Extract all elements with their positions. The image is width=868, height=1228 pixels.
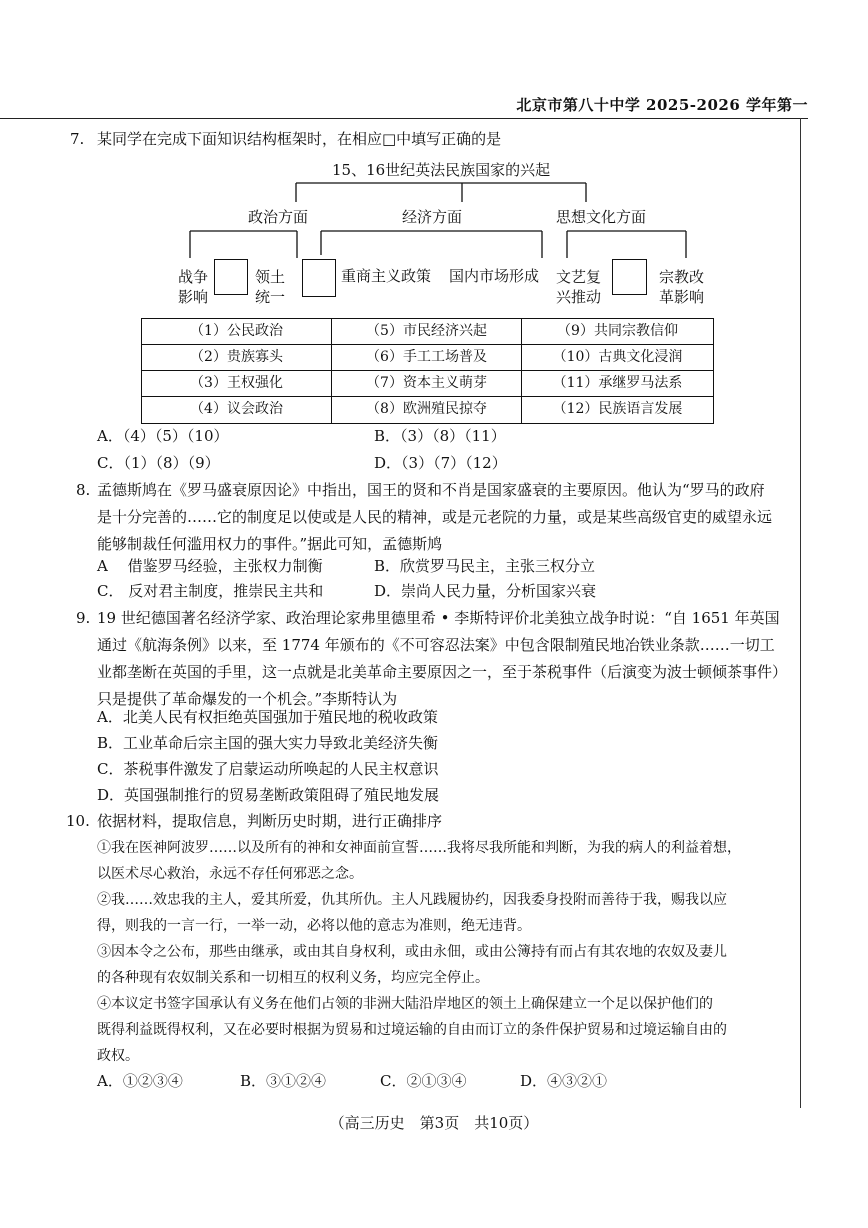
leaf-territory-line1: 领土 <box>255 268 286 286</box>
q9-option-d: D．英国强制推行的贸易垄断政策阻碍了殖民地发展 <box>97 786 440 804</box>
answer-box-politics <box>214 259 248 295</box>
leaf-mercantilism: 重商主义政策 <box>341 267 432 285</box>
q8-number: 8. <box>76 481 91 499</box>
material-line: 政权。 <box>97 1048 139 1064</box>
material-line: 得，则我的一言一行，一举一动，必将以他的意志为准则，绝无违背。 <box>97 918 531 934</box>
q9-option-c: C．茶税事件激发了启蒙运动所唤起的人民主权意识 <box>97 760 439 778</box>
q10-option-b: B．③①②④ <box>240 1072 327 1090</box>
material-line: ①我在医神阿波罗……以及所有的神和女神面前宣誓……我将尽我所能和判断，为我的病人的利益着想， <box>97 840 741 856</box>
q8-option-b: B．欣赏罗马民主，主张三权分立 <box>374 557 596 575</box>
q7-option-a: A．（4）（5）（10） <box>97 427 229 445</box>
answer-box-economy <box>302 259 336 297</box>
q9-line: 只是提供了革命爆发的一个机会。”李斯特认为 <box>97 690 398 708</box>
table-cell: （3）王权强化 <box>142 371 332 397</box>
table-cell: （12）民族语言发展 <box>552 401 683 417</box>
q9-line: 通过《航海条例》以来，至 1774 年颁布的《不可容忍法案》中包含限制殖民地冶铁业条款……一切工 <box>97 636 775 654</box>
material-line: ④本议定书签字国承认有义务在他们占领的非洲大陆沿岸地区的领土上确保建立一个足以保护他们的 <box>97 996 713 1012</box>
leaf-war-line1: 战争 <box>178 268 209 286</box>
q7-option-d: D．（3）（7）（12） <box>374 454 507 472</box>
q9-line: 19 世纪德国著名经济学家、政治理论家弗里德里希 • 李斯特评价北美独立战争时说：“自 1651 年英国 <box>97 609 780 627</box>
material-line: 以医术尽心救治，永远不存任何邪恶之念。 <box>97 866 363 882</box>
q8-option-a: A 借鉴罗马经验，主张权力制衡 <box>97 557 323 575</box>
diagram-title: 15、16世纪英法民族国家的兴起 <box>332 161 551 179</box>
leaf-renaissance-line1: 文艺复 <box>556 268 602 286</box>
table-cell: （11）承继罗马法系 <box>522 371 713 397</box>
leaf-reform-line1: 宗教改 <box>659 268 705 286</box>
material-line: ③因本令之公布，那些由继承，或由其自身权利，或由永佃，或由公簿持有而占有其农地的农奴及妻儿 <box>97 944 727 960</box>
answer-box-culture <box>612 259 647 295</box>
branch-economy: 经济方面 <box>402 208 463 226</box>
leaf-reform-line2: 革影响 <box>659 288 705 306</box>
table-cell: （1）公民政治 <box>142 319 332 345</box>
q7-option-b: B．（3）（8）（11） <box>374 427 506 445</box>
q9-stem <box>97 605 797 713</box>
q10-number: 10. <box>66 812 90 830</box>
table-cell: （2）贵族寡头 <box>142 345 332 371</box>
leaf-renaissance-line2: 兴推动 <box>556 288 602 306</box>
table-cell: （10）古典文化浸润 <box>522 345 713 371</box>
branch-politics: 政治方面 <box>248 208 309 226</box>
table-cell: （8）欧洲殖民掠夺 <box>332 397 522 423</box>
q8-line: 孟德斯鸠在《罗马盛衰原因论》中指出，国王的贤和不肖是国家盛衰的主要原因。他认为“罗马的政府 <box>97 481 765 499</box>
q7-option-c: C．（1）（8）（9） <box>97 454 220 472</box>
q7-options-table <box>141 318 714 424</box>
material-line: 的各种现有农奴制关系和一切相互的权利义务，均应完全停止。 <box>97 970 489 986</box>
page-header-title: 北京市第八十中学 2025-2026 学年第一 <box>516 96 808 114</box>
table-cell: （7）资本主义萌芽 <box>332 371 522 397</box>
table-cell: （4）议会政治 <box>142 397 332 423</box>
q8-stem <box>97 477 797 558</box>
q10-option-c: C．②①③④ <box>380 1072 467 1090</box>
q8-option-c: C． 反对君主制度，推崇民主共和 <box>97 582 324 600</box>
q7-stem: 某同学在完成下面知识结构框架时，在相应□中填写正确的是 <box>97 130 502 148</box>
q9-line: 业都垄断在英国的手里，这一点就是北美革命主要原因之一，至于茶税事件（后演变为波士顿倾茶事件） <box>97 663 788 681</box>
q9-number: 9. <box>76 609 91 627</box>
table-cell: （5）市民经济兴起 <box>332 319 522 345</box>
q9-option-b: B．工业革命后宗主国的强大实力导致北美经济失衡 <box>97 734 439 752</box>
page-footer: （高三历史 第3页 共10页） <box>329 1114 539 1132</box>
leaf-domestic-market: 国内市场形成 <box>449 267 540 285</box>
q9-option-a: A．北美人民有权拒绝英国强加于殖民地的税收政策 <box>97 708 438 726</box>
material-line: 既得利益既得权利，又在必要时根据为贸易和过境运输的自由而订立的条件保护贸易和过境运输自由的 <box>97 1022 727 1038</box>
q10-option-d: D．④③②① <box>520 1072 608 1090</box>
material-line: ②我……效忠我的主人，爱其所爱，仇其所仇。主人凡践履协约，因我委身投附而善待于我，赐我以应 <box>97 892 727 908</box>
table-cell: （9）共同宗教信仰 <box>522 319 713 345</box>
q7-number: 7. <box>70 130 85 148</box>
q10-materials <box>97 835 797 1069</box>
q10-option-a: A．①②③④ <box>97 1072 183 1090</box>
q8-option-d: D．崇尚人民力量，分析国家兴衰 <box>374 582 597 600</box>
leaf-territory-line2: 统一 <box>255 288 286 306</box>
q10-stem: 依据材料，提取信息，判断历史时期，进行正确排序 <box>97 812 443 830</box>
q8-line: 能够制裁任何滥用权力的事件。”据此可知，孟德斯鸠 <box>97 535 443 553</box>
branch-culture: 思想文化方面 <box>556 208 647 226</box>
table-cell: （6）手工工场普及 <box>332 345 522 371</box>
q8-line: 是十分完善的……它的制度足以使或是人民的精神，或是元老院的力量，或是某些高级官吏的威望永远 <box>97 508 773 526</box>
leaf-war-line2: 影响 <box>178 288 209 306</box>
